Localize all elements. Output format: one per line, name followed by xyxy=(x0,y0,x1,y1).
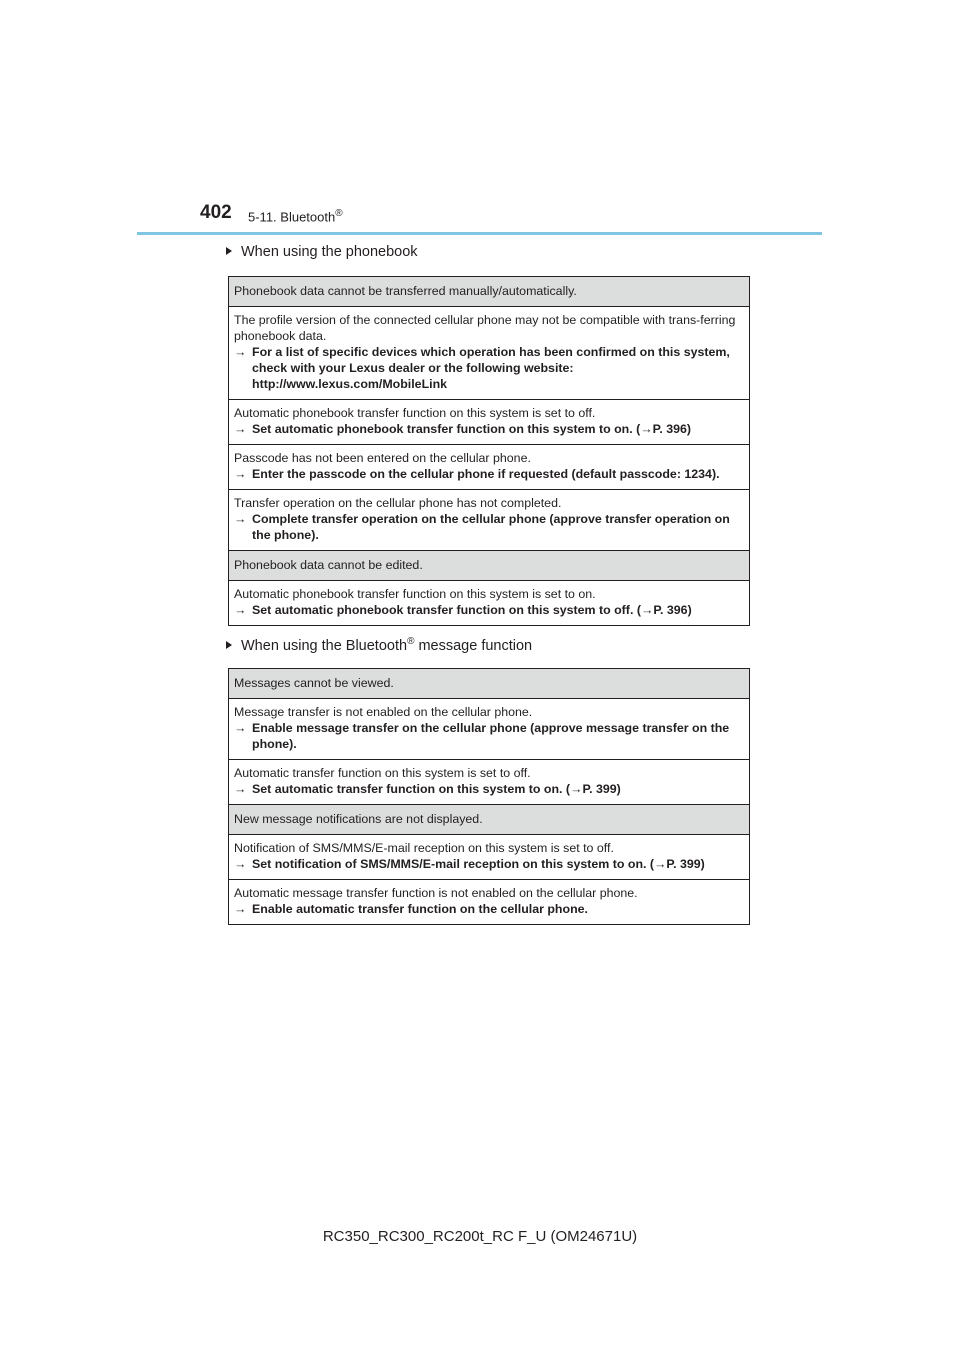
right-arrow-icon: → xyxy=(234,857,247,871)
cause-text: The profile version of the connected cellular phone may not be compatible with trans-ferring phonebook data. xyxy=(234,313,736,343)
remedy-text: Set automatic phonebook transfer function on this system to off. (→P. 396) xyxy=(252,603,692,617)
remedy xyxy=(234,511,744,543)
remedy xyxy=(234,901,744,917)
remedy-text: Enter the passcode on the cellular phone if requested (default passcode: 1234). xyxy=(252,467,720,481)
table-row xyxy=(229,879,749,924)
cause-text: Automatic phonebook transfer function on this system is set to on. xyxy=(234,587,596,601)
page-footer: RC350_RC300_RC200t_RC F_U (OM24671U) xyxy=(322,1228,638,1245)
right-arrow-icon: → xyxy=(234,422,247,436)
cause-text: Message transfer is not enabled on the cellular phone. xyxy=(234,705,533,719)
right-arrow-icon: → xyxy=(234,902,247,916)
registered-mark: ® xyxy=(335,208,343,219)
right-arrow-icon: → xyxy=(234,345,247,359)
cause-text: Notification of SMS/MMS/E-mail reception on this system is set to off. xyxy=(234,841,614,855)
remedy-text: Set automatic transfer function on this system to on. (→P. 399) xyxy=(252,782,621,796)
remedy-text: Set notification of SMS/MMS/E-mail reception on this system to on. (→P. 399) xyxy=(252,857,705,871)
right-arrow-icon: → xyxy=(234,782,247,796)
bullet-text: When using the phonebook xyxy=(241,244,418,260)
remedy xyxy=(234,421,744,437)
message-troubleshooting-table xyxy=(228,668,750,925)
cause-text: Passcode has not been entered on the cellular phone. xyxy=(234,451,531,465)
cause-text: Automatic phonebook transfer function on this system is set to off. xyxy=(234,406,596,420)
table-heading-row xyxy=(229,550,749,580)
bullet-phonebook xyxy=(226,244,418,260)
remedy-text: Enable message transfer on the cellular phone (approve message transfer on the phone). xyxy=(252,721,730,751)
remedy xyxy=(234,856,744,872)
right-arrow-icon: → xyxy=(234,721,247,735)
bullet-text-before: When using the Bluetooth xyxy=(241,637,408,654)
triangle-bullet-icon xyxy=(226,247,232,255)
remedy xyxy=(234,720,744,752)
header-rule xyxy=(137,232,822,235)
right-arrow-icon: → xyxy=(234,512,247,526)
table-heading-row xyxy=(229,804,749,834)
symptom-text: New message notifications are not displayed. xyxy=(234,812,483,826)
page-header xyxy=(200,202,822,236)
cause-text: Automatic message transfer function is not enabled on the cellular phone. xyxy=(234,886,638,900)
symptom-text: Phonebook data cannot be transferred manually/automatically. xyxy=(234,284,577,298)
remedy xyxy=(234,781,744,797)
section-title xyxy=(248,208,343,224)
remedy xyxy=(234,344,744,392)
page-number: 402 xyxy=(200,202,232,223)
table-row xyxy=(229,834,749,879)
section-title-text: 5-11. Bluetooth xyxy=(248,209,336,225)
table-row xyxy=(229,306,749,399)
table-row xyxy=(229,399,749,444)
remedy xyxy=(234,602,744,618)
triangle-bullet-icon xyxy=(226,641,232,649)
cause-text: Transfer operation on the cellular phone has not completed. xyxy=(234,496,562,510)
table-row xyxy=(229,489,749,550)
remedy-text: For a list of specific devices which operation has been confirmed on this system, check with your Lexus dealer or the following website: http://www.lexus.com/MobileLink xyxy=(252,345,730,391)
cause-text: Automatic transfer function on this system is set to off. xyxy=(234,766,531,780)
remedy xyxy=(234,466,744,482)
table-heading-row xyxy=(229,669,749,698)
table-row xyxy=(229,444,749,489)
remedy-text: Set automatic phonebook transfer function on this system to on. (→P. 396) xyxy=(252,422,692,436)
registered-mark: ® xyxy=(407,636,415,647)
table-heading-row xyxy=(229,277,749,306)
right-arrow-icon: → xyxy=(234,603,247,617)
right-arrow-icon: → xyxy=(234,467,247,481)
remedy-text: Complete transfer operation on the cellular phone (approve transfer operation on the phone). xyxy=(252,512,730,542)
symptom-text: Messages cannot be viewed. xyxy=(234,676,394,690)
bullet-message-function xyxy=(226,636,532,654)
phonebook-troubleshooting-table xyxy=(228,276,750,626)
bullet-text-after: message function xyxy=(414,637,533,654)
table-row xyxy=(229,698,749,759)
table-row xyxy=(229,759,749,804)
symptom-text: Phonebook data cannot be edited. xyxy=(234,558,423,572)
table-row xyxy=(229,580,749,625)
remedy-text: Enable automatic transfer function on the cellular phone. xyxy=(252,902,588,916)
